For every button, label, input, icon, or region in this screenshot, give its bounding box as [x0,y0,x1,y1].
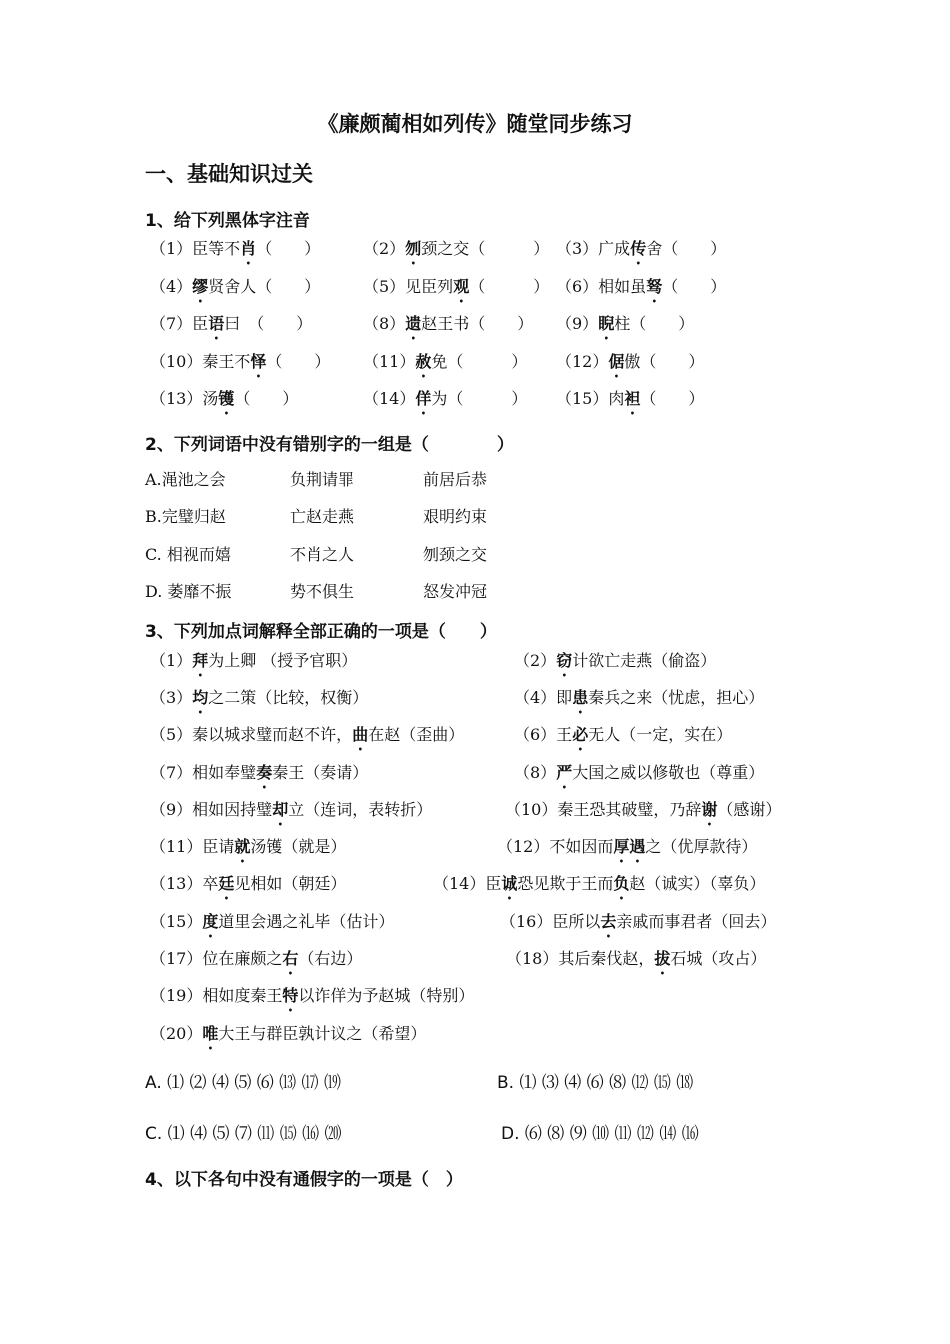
q3-item [506,946,766,978]
dotted-keyword: 肖 [240,239,257,258]
item-text: （15） [150,912,203,931]
item-text: 柱（ ） [614,314,695,333]
dotted-keyword: 均 [192,688,209,707]
dotted-keyword: 缪 [192,277,209,296]
q2-option-cell: 艰明约束 [423,507,488,526]
item-text: （14） [363,389,416,408]
item-text: （ ） [640,389,705,408]
item-text: （18）其后秦伐赵， [506,949,655,968]
answer-option-a: A. ⑴ ⑵ ⑷ ⑸ ⑹ ⒀ ⒄ ⒆ [145,1073,341,1093]
item-text: （1）臣等不 [150,239,241,258]
item-text: 为（ ） [431,389,528,408]
item-text: （8） [514,763,557,782]
dotted-keyword: 却 [272,800,289,819]
dotted-keyword: 厚遇 [613,837,646,856]
q3-heading: 3、下列加点词解释全部正确的一项是（ ） [145,622,497,642]
page-title: 《廉颇蔺相如列传》随堂同步练习 [317,112,633,136]
item-text: 无人（一定，实在） [588,725,733,744]
dotted-keyword: 严 [556,763,573,782]
dotted-keyword: 右 [282,949,299,968]
dotted-keyword: 倨 [608,352,625,371]
dotted-keyword: 拜 [192,651,209,670]
q2-option-cell: 负荆请罪 [290,470,355,489]
item-text: （ ） [469,277,550,296]
item-text: （5）见臣列 [363,277,454,296]
dotted-keyword: 语 [208,314,225,333]
q2-option-cell: B.完璧归赵 [145,507,226,526]
q1-item [150,349,330,381]
q1-item [556,236,726,268]
item-text: 之（优厚款待） [645,837,758,856]
item-text: 贤舍人（ ） [208,277,321,296]
dotted-keyword: 度 [202,912,219,931]
dotted-keyword: 去 [600,912,617,931]
dotted-keyword: 特 [282,986,299,1005]
item-text: 立（连词，表转折） [288,800,433,819]
q2-heading: 2、下列词语中没有错别字的一组是（ ） [145,435,514,455]
item-text: （右边） [298,949,363,968]
item-text: （ ） [234,389,299,408]
item-text: 赵王书（ ） [421,314,534,333]
q3-item [433,871,765,903]
q1-item [150,274,320,306]
q3-item [150,946,362,978]
item-text: （13）汤 [150,389,219,408]
q3-item [514,760,764,792]
item-text: 石城（攻占） [670,949,767,968]
item-text: （11）臣请 [150,837,235,856]
item-text: （2） [514,651,557,670]
q2-option-cell: 前居后恭 [423,470,488,489]
dotted-keyword: 驽 [646,277,663,296]
item-text: 恐见欺于王而 [517,874,614,893]
dotted-keyword: 睨 [598,314,615,333]
item-text: 见相如（朝廷） [234,874,347,893]
q2-option-cell: 亡赵走燕 [290,507,355,526]
item-text: 大王与群臣孰计议之（希望） [218,1024,427,1043]
dotted-keyword: 曲 [352,725,369,744]
section-heading: 一、基础知识过关 [145,162,313,186]
q2-option-cell: 怒发冲冠 [423,582,488,601]
item-text: （ ） [266,352,331,371]
item-text: （10）秦王不 [150,352,251,371]
q3-item [500,909,776,941]
q3-item [150,722,464,754]
item-text: 之二策（比较，权衡） [208,688,369,707]
item-text: （12）不如因而 [497,837,614,856]
q1-item [363,274,549,306]
item-text: （6）王 [514,725,573,744]
item-text: （9）相如因持璧 [150,800,273,819]
answer-option-b: B. ⑴ ⑶ ⑷ ⑹ ⑻ ⑿ ⒂ ⒅ [497,1073,694,1093]
answer-option-c: C. ⑴ ⑷ ⑸ ⑺ ⑾ ⒂ ⒃ ⒇ [145,1124,342,1144]
dotted-keyword: 镬 [218,389,235,408]
item-text: （15）肉 [556,389,625,408]
q2-option-cell: 势不俱生 [290,582,355,601]
item-text: （14）臣 [433,874,502,893]
answer-option-d: D. ⑹ ⑻ ⑼ ⑽ ⑾ ⑿ ⒁ ⒃ [501,1124,699,1144]
q1-item [556,274,726,306]
q1-item [363,236,549,268]
q2-option-cell: 刎颈之交 [423,545,488,564]
item-text: 道里会遇之礼毕（估计） [218,912,395,931]
dotted-keyword: 赦 [415,352,432,371]
q1-item [556,311,694,343]
item-text: 汤镬（就是） [250,837,347,856]
dotted-keyword: 遗 [405,314,422,333]
item-text: 秦王（奏请） [272,763,369,782]
item-text: （ ） [662,277,727,296]
q3-item [150,834,346,866]
item-text: （3）广成 [556,239,631,258]
item-text: 在赵（歪曲） [368,725,465,744]
dotted-keyword: 窃 [556,651,573,670]
dotted-keyword: 患 [572,688,589,707]
q3-item [514,685,764,717]
q3-item [505,797,781,829]
q3-item [150,1021,426,1053]
q2-option-cell: C. 相视而嬉 [145,545,231,564]
dotted-keyword: 奏 [256,763,273,782]
q3-item [514,722,732,754]
item-text: （6）相如虽 [556,277,647,296]
item-text: （8） [363,314,406,333]
item-text: （13）卒 [150,874,219,893]
item-text: （ ） [256,239,321,258]
item-text: （感谢） [717,800,782,819]
item-text: （19）相如度秦王 [150,986,283,1005]
dotted-keyword: 负 [613,874,630,893]
item-text: 舍（ ） [646,239,727,258]
q3-item [150,909,394,941]
dotted-keyword: 怿 [250,352,267,371]
item-text: （16）臣所以 [500,912,601,931]
item-text: 傲（ ） [624,352,705,371]
q2-option-cell: 不肖之人 [290,545,355,564]
item-text: （10）秦王恐其破璧，乃辞 [505,800,702,819]
item-text: 秦兵之来（忧虑，担心） [588,688,765,707]
dotted-keyword: 必 [572,725,589,744]
item-text: （17）位在廉颇之 [150,949,283,968]
q1-item [556,349,704,381]
item-text: 亲戚而事君者（回去） [616,912,777,931]
q1-item [150,311,312,343]
dotted-keyword: 传 [630,239,647,258]
dotted-keyword: 刎 [405,239,422,258]
item-text: （4）即 [514,688,573,707]
item-text: （9） [556,314,599,333]
q2-option-cell: A.渑池之会 [145,470,226,489]
dotted-keyword: 佯 [415,389,432,408]
q3-item [150,983,474,1015]
item-text: 计欲亡走燕（偷盗） [572,651,717,670]
item-text: （20） [150,1024,203,1043]
item-text: （3） [150,688,193,707]
dotted-keyword: 廷 [218,874,235,893]
item-text: 大国之威以修敬也（尊重） [572,763,765,782]
item-text: 免（ ） [431,352,528,371]
item-text: 以诈佯为予赵城（特别） [298,986,475,1005]
item-text: 为上卿 （授予官职） [208,651,358,670]
q1-item [363,349,527,381]
q4-heading: 4、以下各句中没有通假字的一项是（ ） [145,1170,463,1190]
q1-item [150,386,298,418]
item-text: （11） [363,352,416,371]
q1-item [363,386,527,418]
item-text: （7）臣 [150,314,209,333]
dotted-keyword: 就 [234,837,251,856]
q3-item [514,648,716,680]
dotted-keyword: 观 [453,277,470,296]
q2-option-cell: D. 萎靡不振 [145,582,232,601]
q3-item [497,834,757,866]
q1-item [150,236,320,268]
item-text: 曰 （ ） [224,314,313,333]
item-text: （4） [150,277,193,296]
dotted-keyword: 袒 [624,389,641,408]
dotted-keyword: 诚 [501,874,518,893]
q3-item [150,760,368,792]
item-text: （5）秦以城求璧而赵不许， [150,725,353,744]
q1-heading: 1、给下列黑体字注音 [145,211,310,231]
q3-item [150,648,357,680]
q3-item [150,797,432,829]
dotted-keyword: 谢 [701,800,718,819]
q3-item [150,685,368,717]
item-text: 颈之交（ ） [421,239,550,258]
item-text: （2） [363,239,406,258]
dotted-keyword: 唯 [202,1024,219,1043]
q1-item [556,386,704,418]
item-text: （1） [150,651,193,670]
item-text: （7）相如奉璧 [150,763,257,782]
q3-item [150,871,346,903]
q1-item [363,311,533,343]
item-text: （12） [556,352,609,371]
item-text: 赵（诚实）（辜负） [629,874,766,893]
dotted-keyword: 拔 [654,949,671,968]
